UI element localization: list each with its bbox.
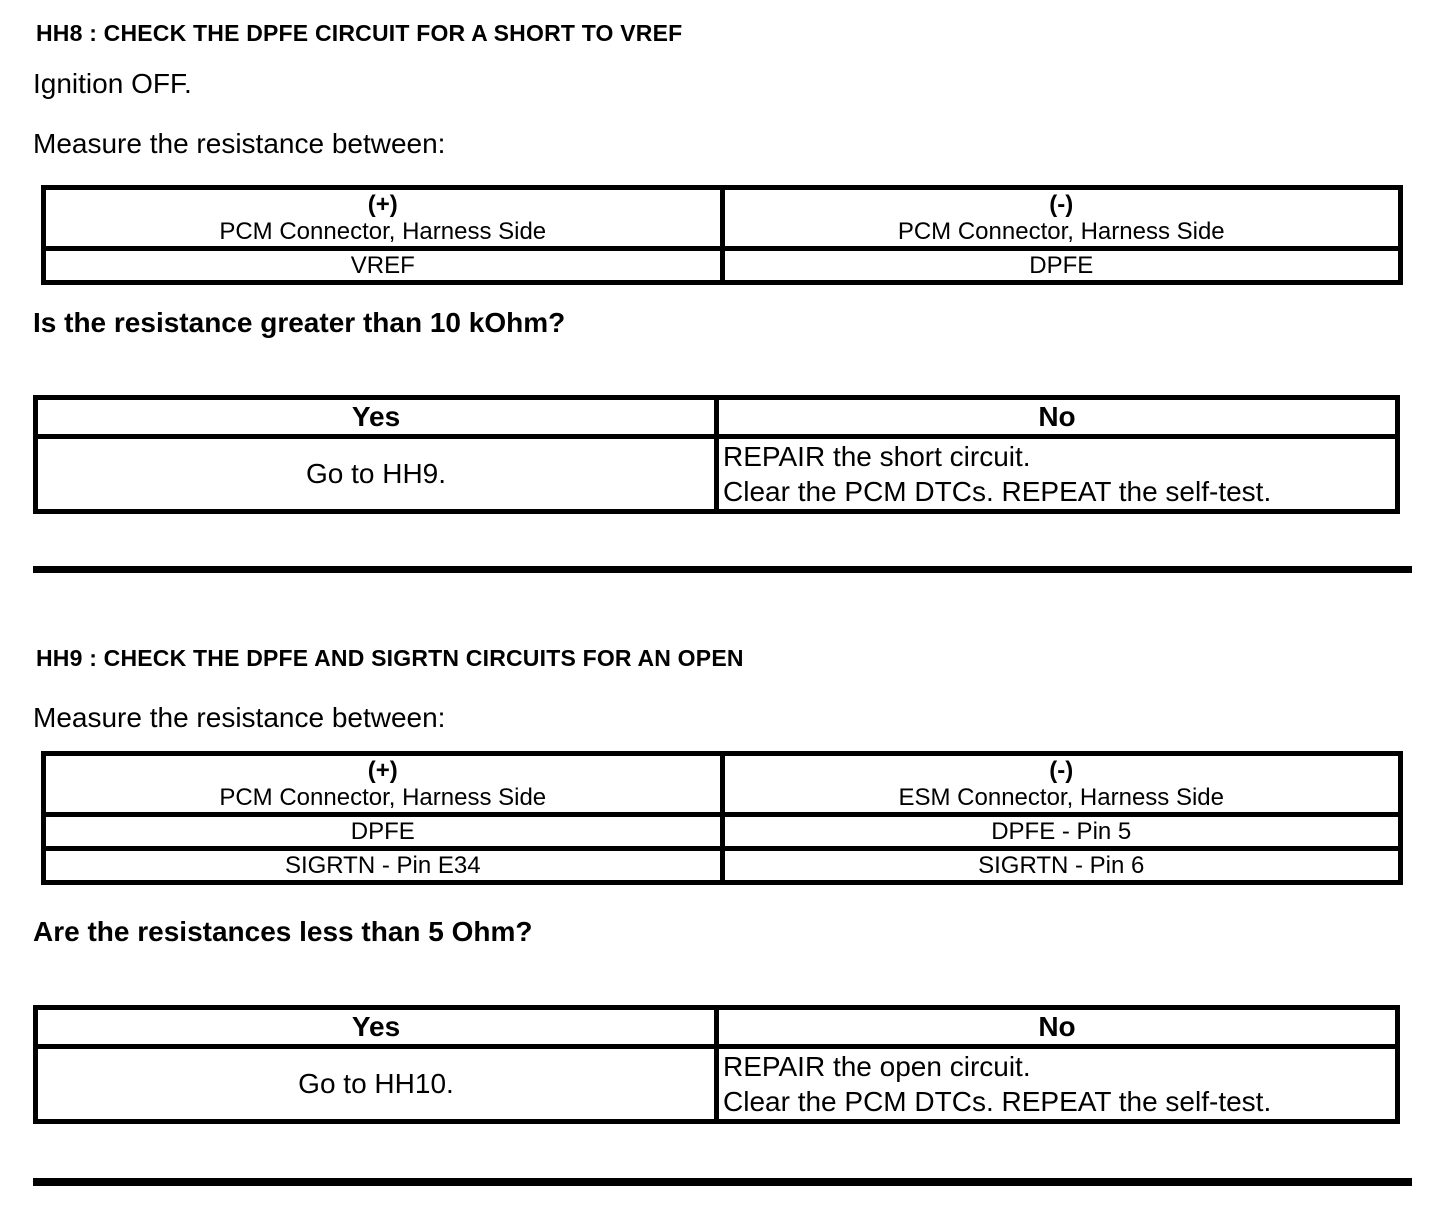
negative-pin-cell: DPFE <box>722 249 1401 283</box>
positive-sign-label: (+) <box>367 757 398 784</box>
no-action-line: REPAIR the short circuit. <box>723 441 1031 472</box>
section-divider <box>33 566 1412 573</box>
no-action-line: Clear the PCM DTCs. REPEAT the self-test. <box>723 476 1272 507</box>
negative-connector-label: ESM Connector, Harness Side <box>898 784 1224 811</box>
question-text-hh9: Are the resistances less than 5 Ohm? <box>33 916 533 947</box>
no-action-line: Clear the PCM DTCs. REPEAT the self-test. <box>723 1086 1272 1117</box>
question-text-hh8: Is the resistance greater than 10 kOhm? <box>33 307 566 338</box>
decision-action-row <box>36 1047 1398 1122</box>
positive-pin-cell: DPFE <box>44 815 723 849</box>
measure-table-hh9 <box>41 751 1403 885</box>
yes-header: Yes <box>36 398 717 437</box>
yes-action-cell: Go to HH9. <box>36 437 717 512</box>
no-action-cell <box>717 437 1398 512</box>
measure-table-row <box>44 849 1401 883</box>
no-header: No <box>717 398 1398 437</box>
section-hh8 <box>33 19 1456 514</box>
negative-sign-label: (-) <box>1049 191 1074 218</box>
negative-sign-label: (-) <box>1049 757 1074 784</box>
decision-header-row <box>36 398 1398 437</box>
measure-table-row <box>44 815 1401 849</box>
no-action-cell <box>717 1047 1398 1122</box>
positive-header-cell <box>44 754 723 815</box>
measure-instruction: Measure the resistance between: <box>33 702 446 733</box>
decision-table-hh8 <box>33 395 1400 514</box>
measure-table-hh8 <box>41 185 1403 285</box>
measure-table-header-row <box>44 188 1401 249</box>
yes-header: Yes <box>36 1008 717 1047</box>
step-heading-hh8: HH8 : CHECK THE DPFE CIRCUIT FOR A SHORT TO VREF <box>36 20 683 46</box>
decision-table-hh9 <box>33 1005 1400 1124</box>
negative-pin-cell: SIGRTN - Pin 6 <box>722 849 1401 883</box>
positive-sign-label: (+) <box>367 191 398 218</box>
negative-connector-label: PCM Connector, Harness Side <box>897 218 1225 245</box>
negative-header-cell <box>722 188 1401 249</box>
positive-pin-cell: SIGRTN - Pin E34 <box>44 849 723 883</box>
ignition-instruction: Ignition OFF. <box>33 68 192 99</box>
measure-table-row <box>44 249 1401 283</box>
measure-instruction: Measure the resistance between: <box>33 128 446 159</box>
positive-connector-label: PCM Connector, Harness Side <box>219 218 547 245</box>
no-action-line: REPAIR the open circuit. <box>723 1051 1031 1082</box>
decision-header-row <box>36 1008 1398 1047</box>
negative-pin-cell: DPFE - Pin 5 <box>722 815 1401 849</box>
section-hh9 <box>33 644 1456 1124</box>
no-header: No <box>717 1008 1398 1047</box>
positive-pin-cell: VREF <box>44 249 723 283</box>
negative-header-cell <box>722 754 1401 815</box>
decision-action-row <box>36 437 1398 512</box>
yes-action-cell: Go to HH10. <box>36 1047 717 1122</box>
measure-table-header-row <box>44 754 1401 815</box>
page-bottom-divider <box>33 1178 1412 1186</box>
positive-header-cell <box>44 188 723 249</box>
positive-connector-label: PCM Connector, Harness Side <box>219 784 547 811</box>
step-heading-hh9: HH9 : CHECK THE DPFE AND SIGRTN CIRCUITS FOR AN OPEN <box>36 645 744 671</box>
